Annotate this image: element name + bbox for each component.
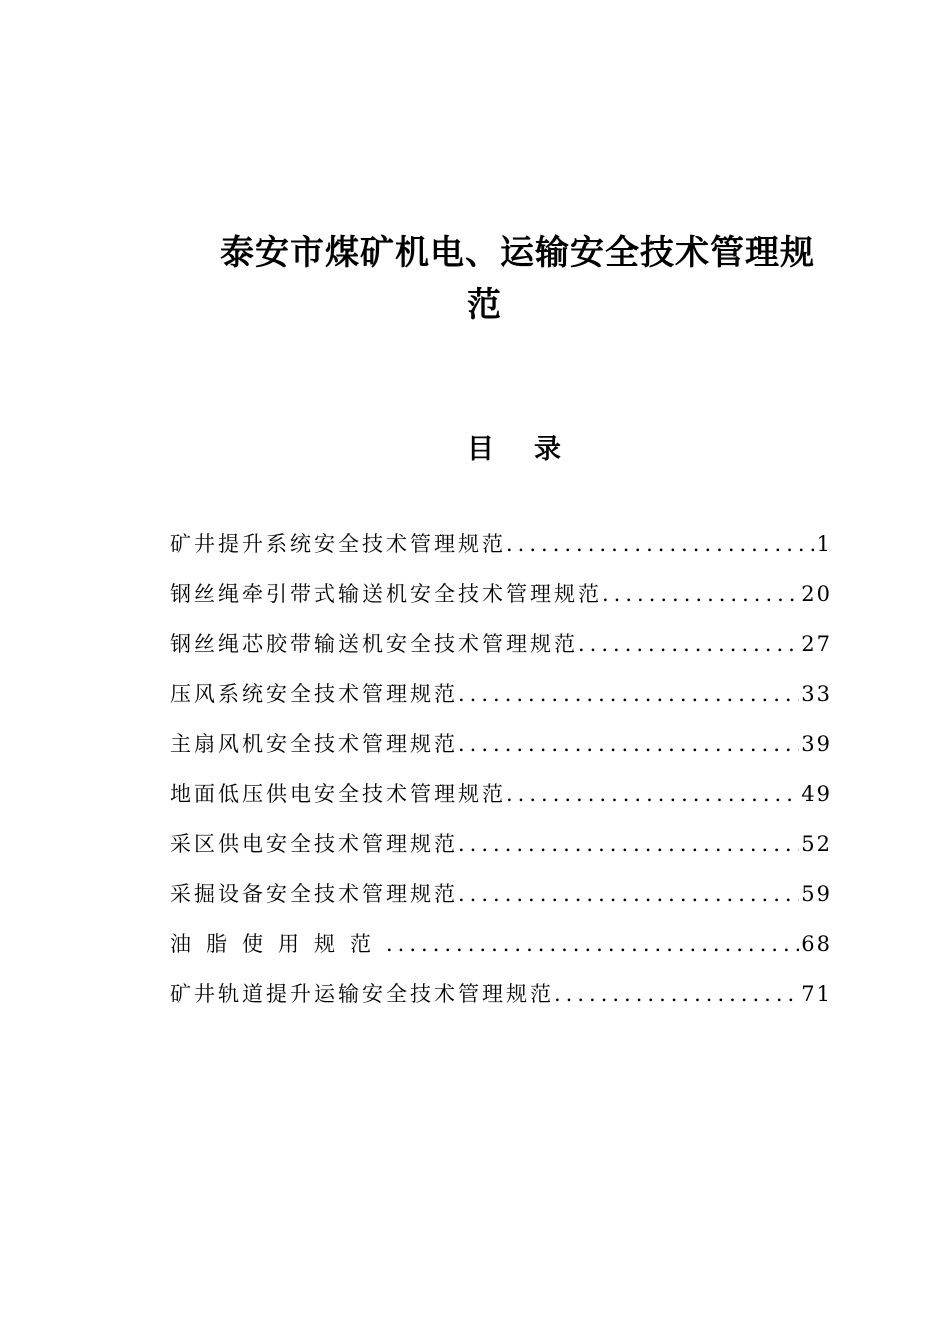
toc-leader-dots [458,832,799,856]
toc-leader-dots [554,982,799,1006]
toc-entry-label: 压风系统安全技术管理规范 [170,682,458,706]
toc-entry[interactable] [170,678,832,728]
toc-entry-label: 主扇风机安全技术管理规范 [170,732,458,756]
toc-entry-label: 采区供电安全技术管理规范 [170,832,458,856]
toc-leader-dots [458,882,799,906]
toc-entry-label: 地面低压供电安全技术管理规范 [170,782,506,806]
toc-entry-label: 钢丝绳牵引带式输送机安全技术管理规范 [170,582,602,606]
toc-entry[interactable] [170,978,832,1028]
toc-leader-dots [578,632,799,656]
toc-entry-page: 1 [816,532,832,556]
toc-entry-page: 49 [801,782,832,806]
toc-entry[interactable] [170,628,832,678]
toc-entry-page: 27 [801,632,832,656]
toc-heading: 目录 [467,434,601,465]
document-title-line-2: 范 [467,285,501,325]
toc-entry-page: 39 [801,732,832,756]
toc-entry[interactable] [170,528,832,578]
toc-entry[interactable] [170,578,832,628]
toc-entry-label: 矿井提升系统安全技术管理规范 [170,532,506,556]
toc-leader-dots [458,682,799,706]
toc-leader-dots [458,732,799,756]
toc-entry-page: 52 [801,832,832,856]
toc-entry-label: 钢丝绳芯胶带输送机安全技术管理规范 [170,632,578,656]
toc-entry-page: 20 [801,582,832,606]
toc-leader-dots [506,532,815,556]
toc-entry[interactable] [170,878,832,928]
toc-entry-label: 矿井轨道提升运输安全技术管理规范 [170,982,554,1006]
toc-entry[interactable] [170,828,832,878]
toc-entry-page: 68 [801,932,832,956]
toc-entry-page: 59 [801,882,832,906]
toc-leader-dots [506,782,799,806]
toc-entry-label: 采掘设备安全技术管理规范 [170,882,458,906]
toc-entry-label: 油脂使用规范 [170,932,386,956]
table-of-contents [170,528,832,1028]
toc-entry-page: 33 [801,682,832,706]
toc-entry-page: 71 [801,982,832,1006]
toc-entry[interactable] [170,928,832,978]
toc-entry[interactable] [170,778,832,828]
toc-leader-dots [386,932,799,956]
toc-entry[interactable] [170,728,832,778]
document-title-line-1: 泰安市煤矿机电、运输安全技术管理规 [220,233,815,273]
toc-leader-dots [602,582,799,606]
